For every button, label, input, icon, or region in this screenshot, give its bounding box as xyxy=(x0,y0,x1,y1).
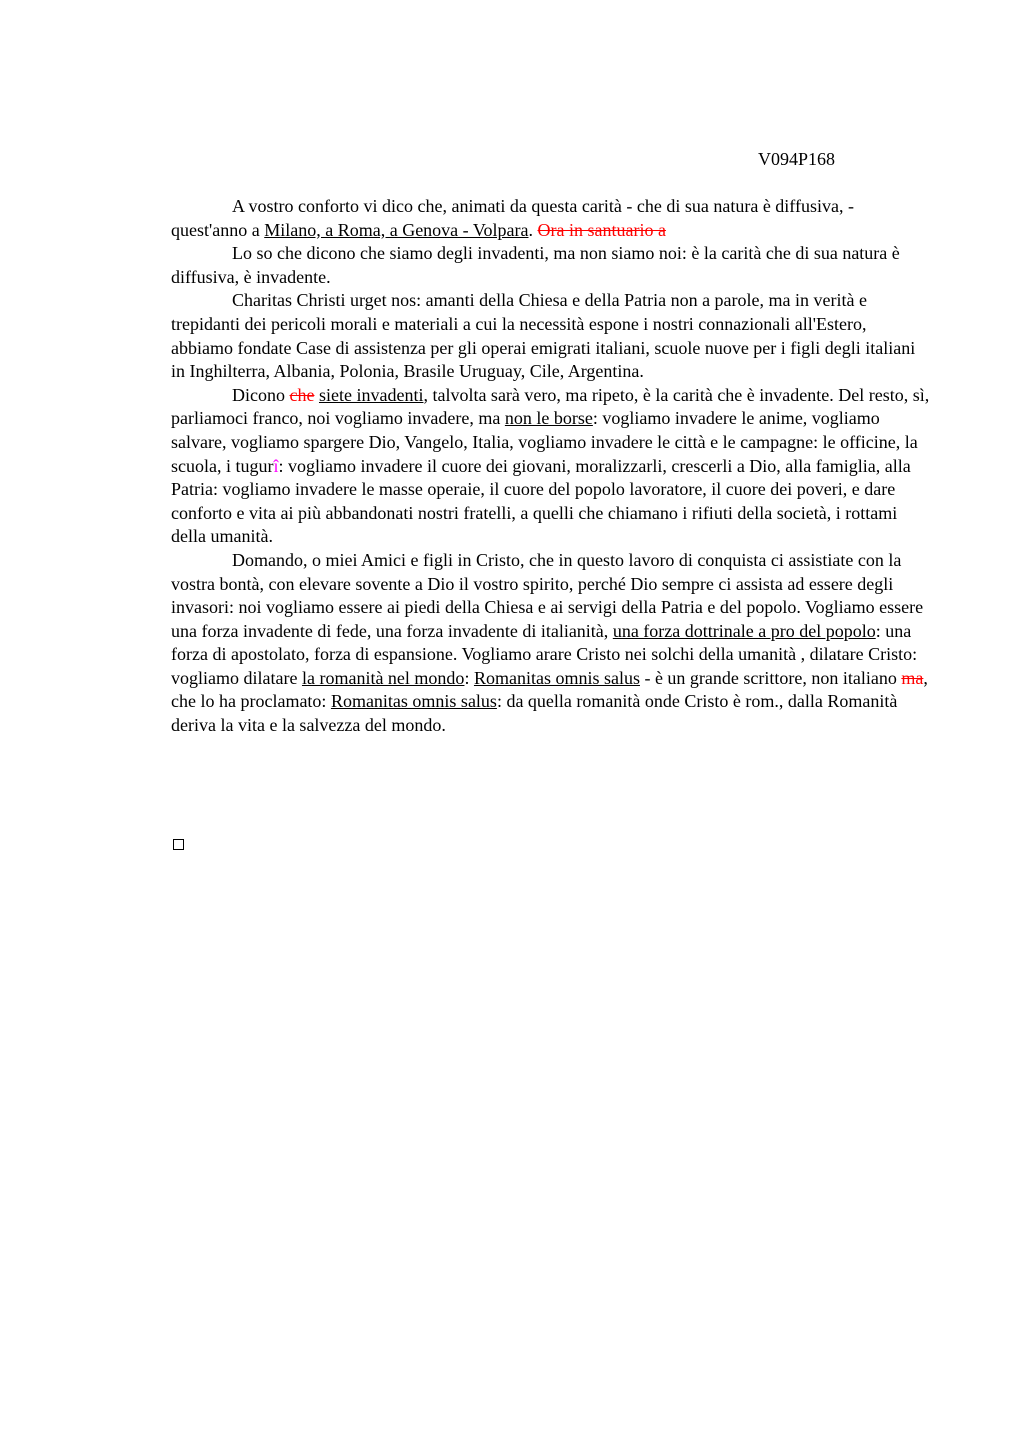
text-run: A vostro conforto vi dico che, animati da questa carità - che di sua natura è diffusiva, - quest'anno a xyxy=(171,196,854,240)
text-run: : vogliamo invadere il cuore dei giovani, moralizzarli, crescerli a Dio, alla famiglia, alla Patria: vogliamo invadere le masse operaie, il cuore del popolo lavoratore, il cuore dei poveri, e dare conforto e vita ai più abbandonati nostri fratelli, a quelli che chiamano i rifiuti della società, i rottami della umanità. xyxy=(171,455,911,547)
text-run: Dicono xyxy=(232,384,290,405)
underlined-text: una forza dottrinale a pro del popolo xyxy=(612,620,876,641)
text-run: : una forza di apostolato, forza di espansione. Vogliamo arare Cristo nei solchi della umanità , dilatare Cristo: vogliamo dilatare xyxy=(171,620,918,688)
page-id: V094P168 xyxy=(758,149,836,169)
underlined-text: Romanitas omnis salus xyxy=(473,667,640,688)
document-body xyxy=(171,195,931,738)
text-run: Domando, o miei Amici e figli in Cristo, che in questo lavoro di conquista ci assistiate con la vostra bontà, con elevare sovente a Dio il vostro spirito, perché Dio sempre ci assista ad essere degli invasori: noi vogliamo essere ai piedi della Chiesa e ai servigi della Patria e del popolo. Vogliamo essere una forza invadente di fede, una forza invadente di italianità, xyxy=(171,549,924,641)
deleted-text: Ora in santuario a xyxy=(537,219,666,240)
text-run: , che lo ha proclamato: xyxy=(171,667,928,712)
underlined-text: la romanità nel mondo xyxy=(301,667,465,688)
text-run: Charitas Christi urget nos: amanti della Chiesa e della Patria non a parole, ma in verità e trepidanti dei pericoli morali e materiali a cui la necessità espone i nostri connazionali all'Estero, abbiamo fondate Case di assistenza per gli operai emigrati italiani, scuole nuove per i figli degli italiani in Inghilterra, Albania, Polonia, Brasile Uruguay, Cile, Argentina. xyxy=(171,290,916,382)
paragraph-3 xyxy=(171,289,931,383)
text-run: : vogliamo invadere le anime, vogliamo salvare, vogliamo spargere Dio, Vangelo, Italia, vogliamo invadere le città e le campagne: le officine, la scuola, i tugur xyxy=(171,408,918,476)
underlined-text: siete invadenti xyxy=(318,384,424,405)
text-run: : da quella romanità onde Cristo è rom., dalla Romanità deriva la vita e la salvezza del mondo. xyxy=(171,691,898,736)
underlined-text: non le borse xyxy=(504,408,593,429)
text-run: . xyxy=(528,219,538,240)
underlined-text: Milano, a Roma, a Genova - Volpara xyxy=(264,219,529,240)
paragraph-2 xyxy=(171,242,931,289)
paragraph-5 xyxy=(171,549,931,738)
deleted-text: ma xyxy=(901,667,924,688)
paragraph-1 xyxy=(171,195,931,242)
text-run: - è un grande scrittore, non italiano xyxy=(639,667,902,688)
paragraph-4 xyxy=(171,384,931,549)
text-run: , talvolta sarà vero, ma ripeto, è la carità che è invadente. Del resto, sì, parliamoci franco, noi vogliamo invadere, ma xyxy=(171,384,930,429)
deleted-text: che xyxy=(289,384,315,405)
text-run: : xyxy=(464,667,474,688)
underlined-text: Romanitas omnis salus xyxy=(330,691,497,712)
text-run: Lo so che dicono che siamo degli invadenti, ma non siamo noi: è la carità che di sua natura è diffusiva, è invadente. xyxy=(171,243,900,287)
highlighted-char: î xyxy=(273,455,279,476)
checkbox-square-icon xyxy=(173,839,184,850)
